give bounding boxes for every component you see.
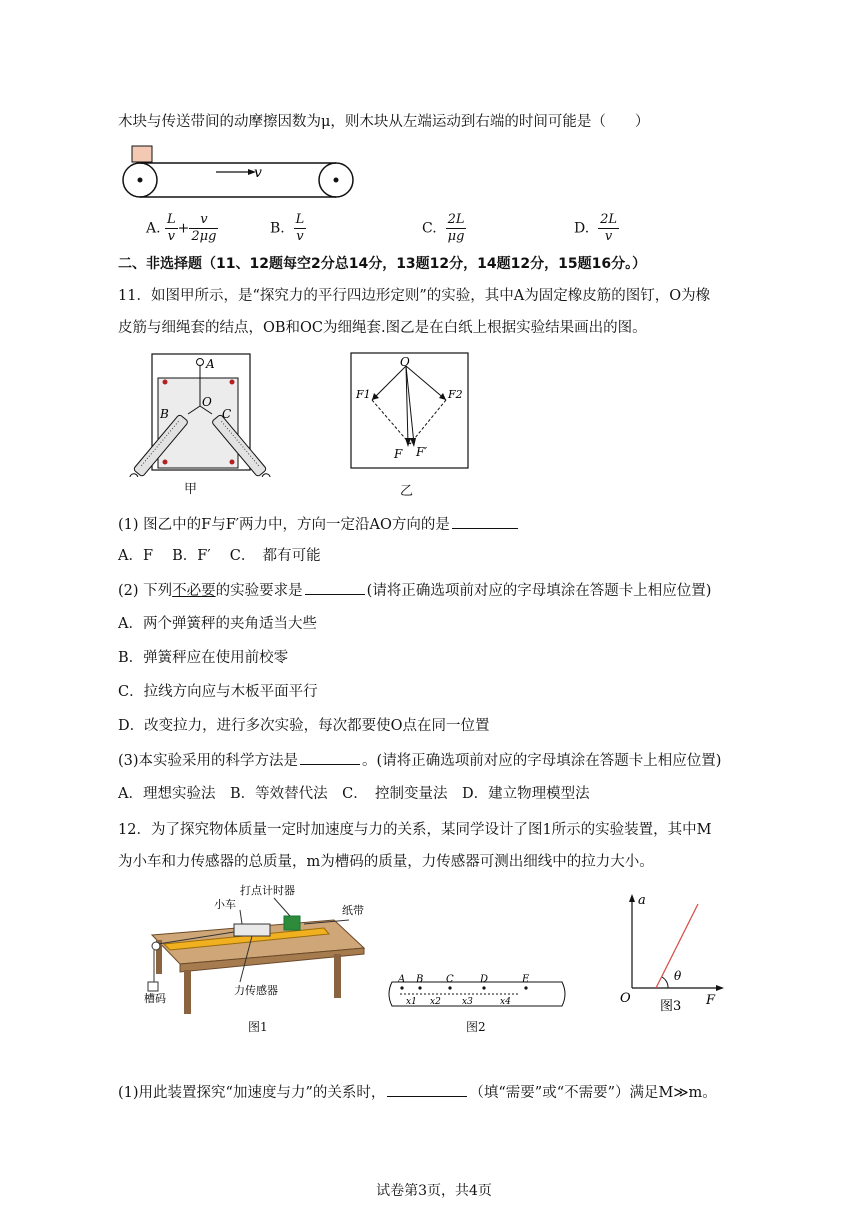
q12-figure2-tape	[380, 970, 570, 1016]
tape-point-c: C	[446, 974, 454, 985]
label-f1: F1	[356, 388, 371, 401]
q11-line2: 皮筋与细绳套的结点，OB和OC为细绳套.图乙是在白纸上根据实验结果画出的图。	[118, 320, 647, 336]
q11-fig-jia-caption: 甲	[184, 482, 198, 497]
q11-sub2: (2) 下列不必要的实验要求是 (请将正确选项前对应的字母填涂在答题卡上相应位置)	[118, 580, 711, 601]
q10-option-d[interactable]: D. $\frac{2L}{v}$	[574, 212, 617, 244]
tape-gap-x2: x2	[430, 997, 441, 1007]
q11-sub1-options: A．F B．F′ C． 都有可能	[118, 548, 321, 564]
q11-sub2-blank[interactable]	[305, 580, 365, 595]
label-cart: 小车	[214, 898, 236, 911]
q11-sub3: (3)本实验采用的科学方法是 。(请将正确选项前对应的字母填涂在答题卡上相应位置)	[118, 750, 721, 771]
q10-option-a[interactable]: A. $\frac{L}{v}$ + $\frac{v}{2\mu g}$	[146, 212, 217, 244]
q11-figure-jia	[118, 352, 288, 477]
label-f: F	[394, 447, 403, 461]
q11-sub2-option-a: A．两个弹簧秤的夹角适当大些	[118, 616, 317, 632]
tape-gap-x4: x4	[500, 997, 511, 1007]
label-c: C	[222, 407, 232, 421]
q11-figure-yi	[350, 352, 470, 474]
tape-point-b: B	[416, 974, 424, 985]
tape-point-e: E	[522, 974, 530, 985]
tape-point-d: D	[480, 974, 489, 985]
q10-stem-tail: 木块与传送带间的动摩擦因数为μ，则木块从左端运动到右端的时间可能是（ ）	[118, 114, 650, 130]
q12-figure3-graph	[618, 888, 728, 1014]
tape-gap-x3: x3	[462, 997, 473, 1007]
q12-fig1-caption: 图1	[248, 1020, 268, 1034]
label-timer: 打点计时器	[240, 884, 295, 897]
theta-label: θ	[674, 969, 682, 983]
label-f-prime: F′	[416, 445, 428, 459]
q12-sub1-blank[interactable]	[387, 1082, 467, 1097]
tape-gap-x1: x1	[406, 997, 417, 1007]
q11-sub1: (1) 图乙中的F与F′两力中，方向一定沿AO方向的是	[118, 514, 520, 535]
axis-f-label: F	[706, 993, 716, 1008]
q12-line1: 12．为了探究物体质量一定时加速度与力的关系，某同学设计了图1所示的实验装置，其中M	[118, 822, 712, 838]
label-o: O	[202, 395, 212, 409]
q10-option-b[interactable]: B. $\frac{L}{v}$	[270, 212, 305, 244]
label-f2: F2	[448, 388, 463, 401]
belt-velocity-label: v	[254, 165, 262, 181]
section2-heading: 二、非选择题（11、12题每空2分总14分，13题12分，14题12分，15题16分。）	[118, 256, 647, 272]
q12-line2: 为小车和力传感器的总质量，m为槽码的质量，力传感器可测出细线中的拉力大小。	[118, 854, 654, 870]
q11-line1: 11．如图甲所示，是“探究力的平行四边形定则”的实验，其中A为固定橡皮筋的图钉，O为橡	[118, 288, 711, 304]
axis-a-label: a	[638, 893, 646, 908]
q11-sub2-option-d: D．改变拉力，进行多次实验，每次都要使O点在同一位置	[118, 718, 490, 734]
label-o: O	[400, 355, 410, 369]
q11-sub3-blank[interactable]	[300, 750, 360, 765]
origin-label: O	[620, 991, 631, 1006]
label-tape: 纸带	[342, 904, 364, 917]
q12-figure1-apparatus	[144, 880, 374, 1015]
q11-sub2-option-b: B．弹簧秤应在使用前校零	[118, 650, 289, 666]
wood-block	[132, 146, 152, 162]
page-footer: 试卷第3页，共4页	[376, 1183, 492, 1199]
q11-sub2-option-c: C．拉线方向应与木板平面平行	[118, 684, 318, 700]
label-a: A	[206, 357, 215, 371]
label-force-sensor: 力传感器	[234, 984, 278, 997]
fig3-caption: 图3	[660, 999, 682, 1014]
q11-sub1-blank[interactable]	[452, 514, 518, 529]
q11-fig-yi-caption: 乙	[400, 484, 414, 499]
label-weight: 槽码	[144, 992, 166, 1005]
q12-sub1: (1)用此装置探究“加速度与力”的关系时， （填“需要”或“不需要”）满足M≫m。	[118, 1082, 717, 1103]
tape-point-a: A	[398, 974, 406, 985]
q12-fig2-caption: 图2	[466, 1020, 486, 1034]
q11-sub3-options: A．理想实验法 B．等效替代法 C． 控制变量法 D．建立物理模型法	[118, 786, 590, 802]
conveyor-belt-figure	[118, 142, 363, 204]
label-b: B	[160, 407, 169, 421]
q10-option-c[interactable]: C. $\frac{2L}{\mu g}$	[422, 212, 465, 244]
